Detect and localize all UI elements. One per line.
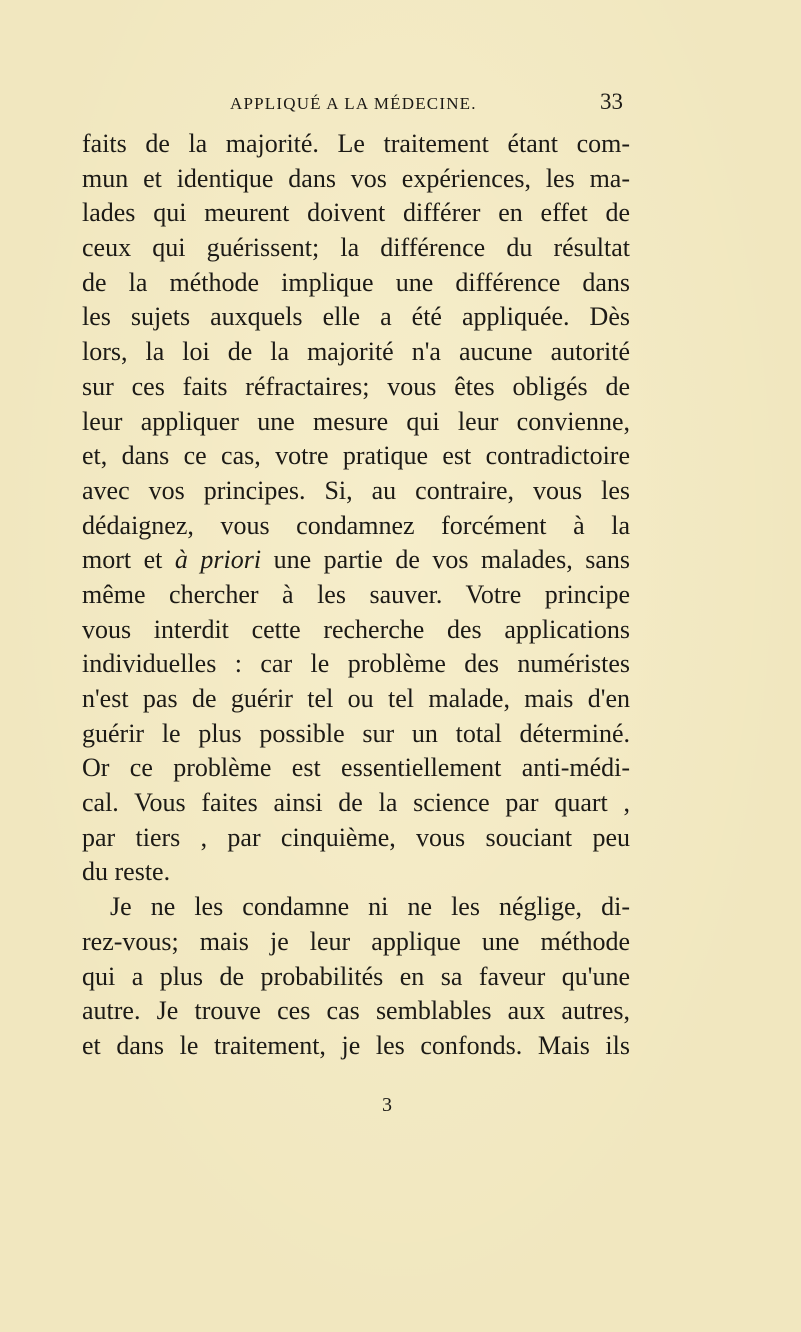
text-line: même chercher à les sauver. Votre principe <box>82 579 630 609</box>
page-number: 33 <box>600 89 623 114</box>
body-text <box>82 127 630 1064</box>
text-line: n'est pas de guérir tel ou tel malade, mais d'en <box>82 684 630 713</box>
text-line: sur ces faits réfractaires; vous êtes obligés de <box>82 371 630 401</box>
text-line: de la méthode implique une différence dans <box>82 267 630 297</box>
text-line: lades qui meurent doivent différer en effet de <box>82 198 630 228</box>
text-line: les sujets auxquels elle a été appliquée. Dès <box>82 302 630 332</box>
italic-phrase: à priori <box>174 545 262 575</box>
text-line: Or ce problème est essentiellement anti-médi- <box>82 753 630 783</box>
text-line: et dans le traitement, je les confonds. Mais ils <box>82 1030 630 1060</box>
line-start: mort et <box>82 545 175 575</box>
text-line: cal. Vous faites ainsi de la science par quart , <box>82 788 630 818</box>
text-line: guérir le plus possible sur un total déterminé. <box>82 718 630 748</box>
paragraph-start-line: Je ne les condamne ni ne les néglige, di- <box>110 892 630 922</box>
signature-mark: 3 <box>382 1094 392 1116</box>
text-line: dédaignez, vous condamnez forcément à la <box>82 510 630 540</box>
text-line: rez-vous; mais je leur applique une méthode <box>82 926 630 956</box>
running-head <box>230 89 623 116</box>
text-line: avec vos principes. Si, au contraire, vous les <box>82 475 630 505</box>
text-line: et, dans ce cas, votre pratique est contradictoire <box>82 441 630 471</box>
text-line: leur appliquer une mesure qui leur convienne, <box>82 406 630 436</box>
text-line: ceux qui guérissent; la différence du résultat <box>82 233 630 263</box>
line-end: une partie de vos malades, sans <box>273 545 630 575</box>
text-line: vous interdit cette recherche des applications <box>82 614 630 644</box>
running-title: APPLIQUÉ A LA MÉDECINE. <box>230 94 477 113</box>
text-line: qui a plus de probabilités en sa faveur qu'une <box>82 961 630 991</box>
text-line: par tiers , par cinquième, vous souciant peu <box>82 822 630 852</box>
text-line: lors, la loi de la majorité n'a aucune autorité <box>82 337 630 367</box>
text-line: individuelles : car le problème des numéristes <box>82 649 630 679</box>
text-line: autre. Je trouve ces cas semblables aux autres, <box>82 996 630 1026</box>
text-line: mun et identique dans vos expériences, les ma- <box>82 163 630 193</box>
text-line: faits de la majorité. Le traitement étant com- <box>82 129 630 158</box>
paragraph-end-line: du reste. <box>82 857 171 887</box>
text-line-with-italic <box>82 543 630 578</box>
